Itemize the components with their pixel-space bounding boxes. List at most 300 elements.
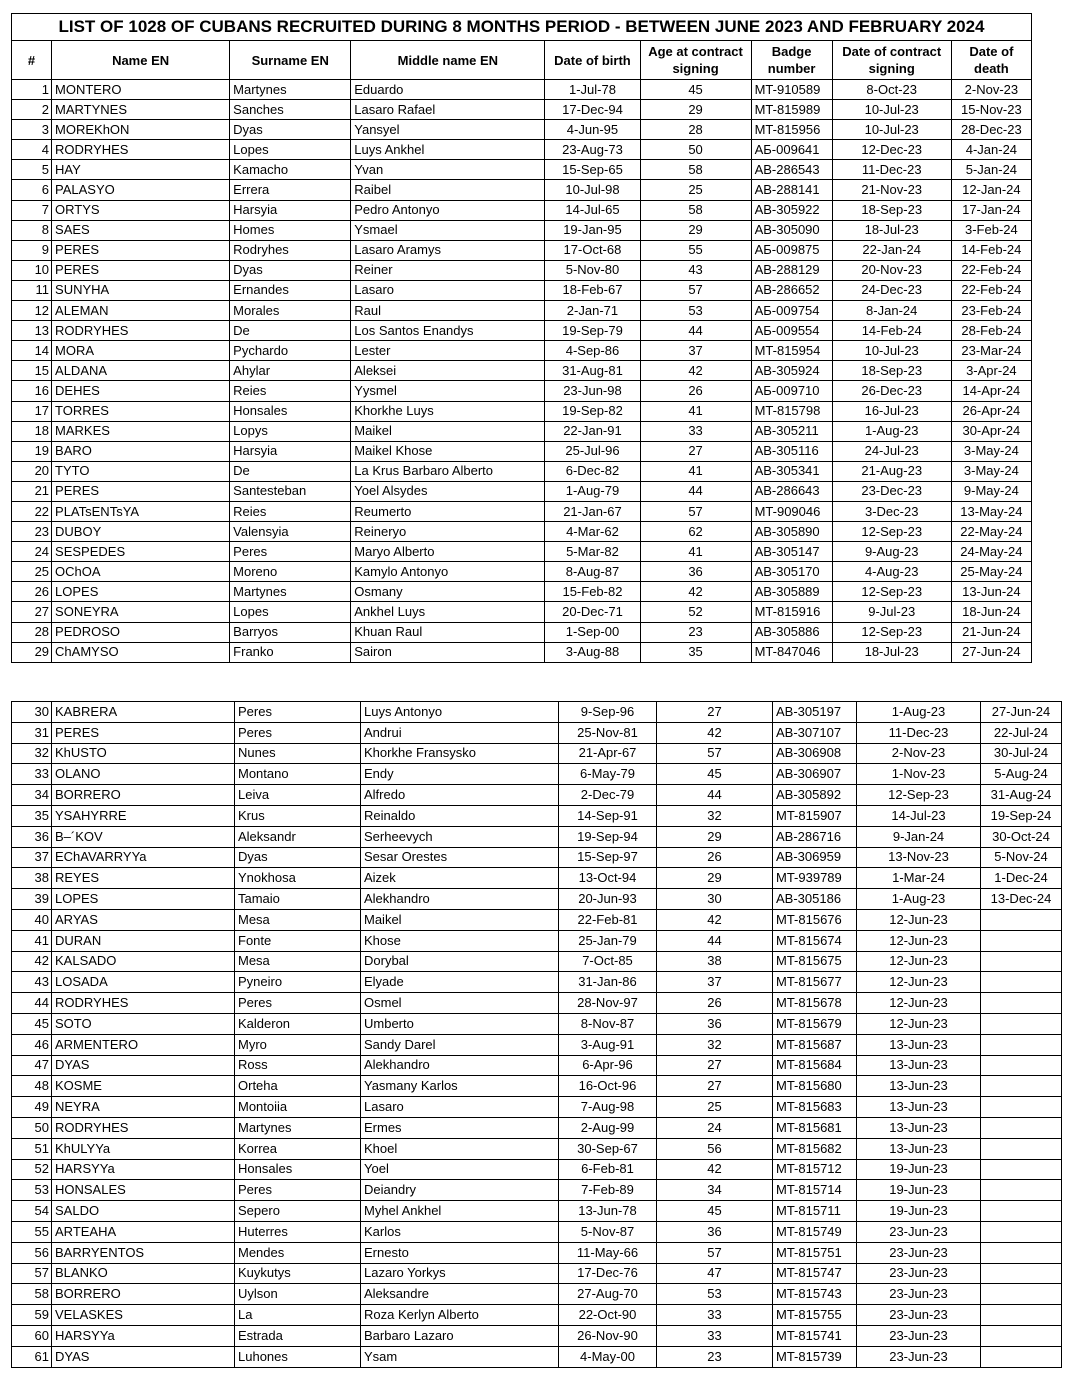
middle-name-en-cell: Reumerto (351, 501, 545, 521)
surname-en-cell: Aleksandr (235, 826, 361, 847)
row-number-cell: 57 (12, 1263, 52, 1284)
middle-name-en-cell: Osmel (361, 993, 559, 1014)
table-row (12, 1201, 1062, 1222)
name-en-cell: SESPEDES (52, 542, 230, 562)
date-of-birth-cell: 6-Dec-82 (545, 461, 640, 481)
name-en-cell: EChAVARRYYa (52, 847, 235, 868)
date-of-death-cell: 21-Jun-24 (951, 622, 1031, 642)
age-at-signing-cell: 25 (640, 180, 751, 200)
middle-name-en-cell: Serheevych (361, 826, 559, 847)
row-number-cell: 58 (12, 1284, 52, 1305)
table-row (12, 180, 1032, 200)
contract-date-cell: 23-Jun-23 (857, 1263, 981, 1284)
row-number-cell: 16 (12, 381, 52, 401)
table-row (12, 1346, 1062, 1367)
age-at-signing-cell: 35 (640, 642, 751, 662)
contract-date-cell: 4-Aug-23 (832, 562, 951, 582)
age-at-signing-cell: 33 (657, 1305, 773, 1326)
name-en-cell: ORTYS (52, 200, 230, 220)
date-of-birth-cell: 17-Oct-68 (545, 240, 640, 260)
name-en-cell: HONSALES (52, 1180, 235, 1201)
row-number-cell: 2 (12, 100, 52, 120)
date-of-birth-cell: 19-Jan-95 (545, 220, 640, 240)
badge-number-cell: AB-286543 (751, 160, 832, 180)
middle-name-en-cell: Raul (351, 301, 545, 321)
name-en-cell: ALDANA (52, 361, 230, 381)
table-row (12, 889, 1062, 910)
name-en-cell: DYAS (52, 1346, 235, 1367)
table-row (12, 481, 1032, 501)
badge-number-cell: MT-815680 (773, 1076, 857, 1097)
badge-number-cell: MT-815683 (773, 1097, 857, 1118)
name-en-cell: HARSYYa (52, 1159, 235, 1180)
date-of-death-cell: 2-Nov-23 (951, 80, 1031, 100)
badge-number-cell: AB-306959 (773, 847, 857, 868)
age-at-signing-cell: 27 (657, 1076, 773, 1097)
table-row (12, 868, 1062, 889)
middle-name-en-cell: Aizek (361, 868, 559, 889)
age-at-signing-cell: 56 (657, 1138, 773, 1159)
badge-number-cell: AB-305211 (751, 421, 832, 441)
date-of-death-cell: 22-Jul-24 (981, 722, 1062, 743)
name-en-cell: ARTEAHA (52, 1221, 235, 1242)
surname-en-cell: Santesteban (230, 481, 351, 501)
middle-name-en-cell: Lazaro Yorkys (361, 1263, 559, 1284)
badge-number-cell: MT-910589 (751, 80, 832, 100)
date-of-birth-cell: 31-Aug-81 (545, 361, 640, 381)
badge-number-cell: AB-305892 (773, 785, 857, 806)
row-number-cell: 30 (12, 702, 52, 723)
age-at-signing-cell: 26 (640, 381, 751, 401)
age-at-signing-cell: 41 (640, 542, 751, 562)
badge-number-cell: АБ-009641 (751, 140, 832, 160)
row-number-cell: 18 (12, 421, 52, 441)
name-en-cell: SUNYHA (52, 280, 230, 300)
contract-date-cell: 3-Dec-23 (832, 501, 951, 521)
middle-name-en-cell: Sandy Darel (361, 1034, 559, 1055)
badge-number-cell: MT-815676 (773, 909, 857, 930)
middle-name-en-cell: Roza Kerlyn Alberto (361, 1305, 559, 1326)
surname-en-cell: Peres (235, 722, 361, 743)
middle-name-en-cell: Reiner (351, 260, 545, 280)
header-row-number: # (12, 41, 52, 80)
age-at-signing-cell: 57 (640, 501, 751, 521)
badge-number-cell: MT-815916 (751, 602, 832, 622)
surname-en-cell: Franko (230, 642, 351, 662)
contract-date-cell: 18-Sep-23 (832, 361, 951, 381)
middle-name-en-cell: Luys Antonyo (361, 702, 559, 723)
middle-name-en-cell: Sairon (351, 642, 545, 662)
surname-en-cell: La (235, 1305, 361, 1326)
contract-date-cell: 18-Jul-23 (832, 220, 951, 240)
name-en-cell: PERES (52, 481, 230, 501)
middle-name-en-cell: Ernesto (361, 1242, 559, 1263)
table-row (12, 341, 1032, 361)
table-row (12, 421, 1032, 441)
date-of-birth-cell: 6-May-79 (559, 764, 657, 785)
badge-number-cell: MT-815712 (773, 1159, 857, 1180)
header-age-at-signing: Age at contract signing (640, 41, 751, 80)
records-table-part-2 (11, 701, 1062, 1368)
surname-en-cell: Peres (235, 1180, 361, 1201)
date-of-birth-cell: 1-Sep-00 (545, 622, 640, 642)
date-of-death-cell: 26-Apr-24 (951, 401, 1031, 421)
date-of-death-cell (981, 1284, 1062, 1305)
badge-number-cell: MT-909046 (751, 501, 832, 521)
date-of-death-cell: 1-Dec-24 (981, 868, 1062, 889)
date-of-birth-cell: 10-Jul-98 (545, 180, 640, 200)
age-at-signing-cell: 58 (640, 200, 751, 220)
badge-number-cell: AB-305890 (751, 522, 832, 542)
age-at-signing-cell: 62 (640, 522, 751, 542)
age-at-signing-cell: 33 (640, 421, 751, 441)
date-of-death-cell: 3-Apr-24 (951, 361, 1031, 381)
name-en-cell: RODRYHES (52, 1117, 235, 1138)
badge-number-cell: MT-815989 (751, 100, 832, 120)
surname-en-cell: Lopes (230, 140, 351, 160)
row-number-cell: 5 (12, 160, 52, 180)
name-en-cell: ARYAS (52, 909, 235, 930)
row-number-cell: 38 (12, 868, 52, 889)
row-number-cell: 24 (12, 542, 52, 562)
age-at-signing-cell: 32 (657, 805, 773, 826)
table-row (12, 847, 1062, 868)
surname-en-cell: Valensyia (230, 522, 351, 542)
date-of-birth-cell: 22-Oct-90 (559, 1305, 657, 1326)
name-en-cell: TYTO (52, 461, 230, 481)
contract-date-cell: 12-Jun-23 (857, 993, 981, 1014)
date-of-birth-cell: 27-Aug-70 (559, 1284, 657, 1305)
contract-date-cell: 11-Dec-23 (857, 722, 981, 743)
table-row (12, 260, 1032, 280)
surname-en-cell: Fonte (235, 930, 361, 951)
badge-number-cell: AB-305090 (751, 220, 832, 240)
age-at-signing-cell: 44 (640, 481, 751, 501)
row-number-cell: 39 (12, 889, 52, 910)
table-row (12, 1263, 1062, 1284)
contract-date-cell: 13-Jun-23 (857, 1138, 981, 1159)
surname-en-cell: Huterres (235, 1221, 361, 1242)
badge-number-cell: AB-305147 (751, 542, 832, 562)
age-at-signing-cell: 26 (657, 993, 773, 1014)
age-at-signing-cell: 27 (657, 702, 773, 723)
contract-date-cell: 18-Sep-23 (832, 200, 951, 220)
table-row (12, 140, 1032, 160)
date-of-birth-cell: 7-Aug-98 (559, 1097, 657, 1118)
age-at-signing-cell: 29 (657, 868, 773, 889)
row-number-cell: 42 (12, 951, 52, 972)
surname-en-cell: Leiva (235, 785, 361, 806)
badge-number-cell: MT-815956 (751, 120, 832, 140)
date-of-death-cell: 30-Apr-24 (951, 421, 1031, 441)
date-of-birth-cell: 26-Nov-90 (559, 1325, 657, 1346)
date-of-birth-cell: 25-Jul-96 (545, 441, 640, 461)
date-of-death-cell: 9-May-24 (951, 481, 1031, 501)
contract-date-cell: 23-Jun-23 (857, 1284, 981, 1305)
date-of-birth-cell: 4-Sep-86 (545, 341, 640, 361)
name-en-cell: PERES (52, 240, 230, 260)
contract-date-cell: 23-Dec-23 (832, 481, 951, 501)
table-row (12, 743, 1062, 764)
row-number-cell: 11 (12, 280, 52, 300)
date-of-birth-cell: 25-Nov-81 (559, 722, 657, 743)
age-at-signing-cell: 26 (657, 847, 773, 868)
header-date-of-birth: Date of birth (545, 41, 640, 80)
table-row (12, 200, 1032, 220)
badge-number-cell: АБ-009754 (751, 301, 832, 321)
name-en-cell: LOPES (52, 582, 230, 602)
row-number-cell: 4 (12, 140, 52, 160)
surname-en-cell: Pychardo (230, 341, 351, 361)
row-number-cell: 46 (12, 1034, 52, 1055)
name-en-cell: RODRYHES (52, 321, 230, 341)
contract-date-cell: 12-Sep-23 (832, 582, 951, 602)
middle-name-en-cell: Lasaro Rafael (351, 100, 545, 120)
name-en-cell: DURAN (52, 930, 235, 951)
date-of-death-cell (981, 1201, 1062, 1222)
age-at-signing-cell: 33 (657, 1325, 773, 1346)
table-row (12, 1180, 1062, 1201)
middle-name-en-cell: Aleksandre (361, 1284, 559, 1305)
contract-date-cell: 12-Sep-23 (832, 622, 951, 642)
surname-en-cell: Peres (230, 542, 351, 562)
date-of-death-cell (981, 1117, 1062, 1138)
date-of-birth-cell: 20-Jun-93 (559, 889, 657, 910)
age-at-signing-cell: 34 (657, 1180, 773, 1201)
contract-date-cell: 9-Jan-24 (857, 826, 981, 847)
row-number-cell: 37 (12, 847, 52, 868)
age-at-signing-cell: 45 (657, 1201, 773, 1222)
table-row (12, 1305, 1062, 1326)
date-of-death-cell (981, 1263, 1062, 1284)
badge-number-cell: MT-847046 (751, 642, 832, 662)
badge-number-cell: MT-815747 (773, 1263, 857, 1284)
middle-name-en-cell: Reineryo (351, 522, 545, 542)
middle-name-en-cell: Raibel (351, 180, 545, 200)
surname-en-cell: Honsales (230, 401, 351, 421)
table-row (12, 361, 1032, 381)
row-number-cell: 17 (12, 401, 52, 421)
date-of-death-cell (981, 1013, 1062, 1034)
name-en-cell: PERES (52, 722, 235, 743)
age-at-signing-cell: 27 (657, 1055, 773, 1076)
surname-en-cell: Tamaio (235, 889, 361, 910)
contract-date-cell: 12-Jun-23 (857, 972, 981, 993)
badge-number-cell: MT-815907 (773, 805, 857, 826)
middle-name-en-cell: Sesar Orestes (361, 847, 559, 868)
surname-en-cell: Uylson (235, 1284, 361, 1305)
date-of-death-cell: 28-Dec-23 (951, 120, 1031, 140)
badge-number-cell: AB-305924 (751, 361, 832, 381)
date-of-birth-cell: 13-Jun-78 (559, 1201, 657, 1222)
middle-name-en-cell: Khorkhe Luys (351, 401, 545, 421)
badge-number-cell: MT-815687 (773, 1034, 857, 1055)
contract-date-cell: 18-Jul-23 (832, 642, 951, 662)
date-of-birth-cell: 21-Jan-67 (545, 501, 640, 521)
contract-date-cell: 16-Jul-23 (832, 401, 951, 421)
name-en-cell: PERES (52, 260, 230, 280)
row-number-cell: 60 (12, 1325, 52, 1346)
surname-en-cell: Martynes (235, 1117, 361, 1138)
badge-number-cell: AB-288129 (751, 260, 832, 280)
badge-number-cell: MT-815755 (773, 1305, 857, 1326)
date-of-death-cell: 17-Jan-24 (951, 200, 1031, 220)
page-title: LIST OF 1028 OF CUBANS RECRUITED DURING 8 MONTHS PERIOD - BETWEEN JUNE 2023 AND FEBRUARY 2024 (12, 14, 1032, 41)
age-at-signing-cell: 55 (640, 240, 751, 260)
date-of-death-cell (981, 972, 1062, 993)
middle-name-en-cell: Osmany (351, 582, 545, 602)
badge-number-cell: AB-305197 (773, 702, 857, 723)
age-at-signing-cell: 43 (640, 260, 751, 280)
row-number-cell: 36 (12, 826, 52, 847)
contract-date-cell: 12-Jun-23 (857, 1013, 981, 1034)
name-en-cell: MORA (52, 341, 230, 361)
surname-en-cell: Peres (235, 993, 361, 1014)
header-middle-name-en: Middle name EN (351, 41, 545, 80)
name-en-cell: SAES (52, 220, 230, 240)
age-at-signing-cell: 42 (657, 909, 773, 930)
date-of-death-cell (981, 1325, 1062, 1346)
table-row (12, 582, 1032, 602)
middle-name-en-cell: Los Santos Enandys (351, 321, 545, 341)
date-of-birth-cell: 16-Oct-96 (559, 1076, 657, 1097)
table-row (12, 401, 1032, 421)
header-name-en: Name EN (52, 41, 230, 80)
age-at-signing-cell: 44 (657, 785, 773, 806)
middle-name-en-cell: Khoel (361, 1138, 559, 1159)
table-row (12, 930, 1062, 951)
date-of-death-cell (981, 1242, 1062, 1263)
row-number-cell: 40 (12, 909, 52, 930)
date-of-death-cell: 22-Feb-24 (951, 260, 1031, 280)
surname-en-cell: Montoiia (235, 1097, 361, 1118)
date-of-death-cell: 4-Jan-24 (951, 140, 1031, 160)
surname-en-cell: Ynokhosa (235, 868, 361, 889)
date-of-death-cell: 18-Jun-24 (951, 602, 1031, 622)
name-en-cell: MARKES (52, 421, 230, 441)
table-row (12, 120, 1032, 140)
table-row (12, 220, 1032, 240)
contract-date-cell: 10-Jul-23 (832, 100, 951, 120)
name-en-cell: RODRYHES (52, 993, 235, 1014)
table-row (12, 1013, 1062, 1034)
table-row (12, 1034, 1062, 1055)
name-en-cell: MONTERO (52, 80, 230, 100)
badge-number-cell: MT-815711 (773, 1201, 857, 1222)
table-row (12, 1138, 1062, 1159)
age-at-signing-cell: 50 (640, 140, 751, 160)
date-of-death-cell: 27-Jun-24 (951, 642, 1031, 662)
row-number-cell: 43 (12, 972, 52, 993)
date-of-death-cell (981, 951, 1062, 972)
table-row (12, 1097, 1062, 1118)
age-at-signing-cell: 47 (657, 1263, 773, 1284)
contract-date-cell: 10-Jul-23 (832, 341, 951, 361)
date-of-birth-cell: 5-Nov-80 (545, 260, 640, 280)
badge-number-cell: MT-815682 (773, 1138, 857, 1159)
table-row (12, 321, 1032, 341)
age-at-signing-cell: 57 (657, 743, 773, 764)
contract-date-cell: 14-Feb-24 (832, 321, 951, 341)
middle-name-en-cell: Kamylo Antonyo (351, 562, 545, 582)
date-of-death-cell: 3-Feb-24 (951, 220, 1031, 240)
surname-en-cell: Harsyia (230, 200, 351, 220)
contract-date-cell: 23-Jun-23 (857, 1242, 981, 1263)
contract-date-cell: 9-Jul-23 (832, 602, 951, 622)
date-of-birth-cell: 14-Jul-65 (545, 200, 640, 220)
row-number-cell: 21 (12, 481, 52, 501)
name-en-cell: BARRYENTOS (52, 1242, 235, 1263)
surname-en-cell: De (230, 321, 351, 341)
age-at-signing-cell: 25 (657, 1097, 773, 1118)
name-en-cell: HAY (52, 160, 230, 180)
contract-date-cell: 8-Jan-24 (832, 301, 951, 321)
date-of-death-cell (981, 909, 1062, 930)
contract-date-cell: 24-Dec-23 (832, 280, 951, 300)
middle-name-en-cell: Umberto (361, 1013, 559, 1034)
date-of-birth-cell: 5-Nov-87 (559, 1221, 657, 1242)
date-of-death-cell: 28-Feb-24 (951, 321, 1031, 341)
age-at-signing-cell: 57 (657, 1242, 773, 1263)
age-at-signing-cell: 44 (657, 930, 773, 951)
contract-date-cell: 2-Nov-23 (857, 743, 981, 764)
surname-en-cell: Homes (230, 220, 351, 240)
contract-date-cell: 22-Jan-24 (832, 240, 951, 260)
contract-date-cell: 23-Jun-23 (857, 1325, 981, 1346)
surname-en-cell: Myro (235, 1034, 361, 1055)
name-en-cell: KALSADO (52, 951, 235, 972)
table-row (12, 501, 1032, 521)
date-of-birth-cell: 23-Aug-73 (545, 140, 640, 160)
age-at-signing-cell: 32 (657, 1034, 773, 1055)
surname-en-cell: Sepero (235, 1201, 361, 1222)
row-number-cell: 25 (12, 562, 52, 582)
contract-date-cell: 13-Jun-23 (857, 1034, 981, 1055)
date-of-death-cell (981, 1305, 1062, 1326)
contract-date-cell: 13-Jun-23 (857, 1076, 981, 1097)
surname-en-cell: Dyas (230, 260, 351, 280)
row-number-cell: 3 (12, 120, 52, 140)
date-of-death-cell: 14-Apr-24 (951, 381, 1031, 401)
table-row (12, 1159, 1062, 1180)
date-of-death-cell: 22-Feb-24 (951, 280, 1031, 300)
table-row (12, 785, 1062, 806)
table-row (12, 1055, 1062, 1076)
date-of-death-cell: 22-May-24 (951, 522, 1031, 542)
middle-name-en-cell: Khose (361, 930, 559, 951)
date-of-death-cell: 19-Sep-24 (981, 805, 1062, 826)
contract-date-cell: 12-Jun-23 (857, 930, 981, 951)
date-of-birth-cell: 2-Aug-99 (559, 1117, 657, 1138)
date-of-birth-cell: 17-Dec-76 (559, 1263, 657, 1284)
date-of-birth-cell: 7-Oct-85 (559, 951, 657, 972)
age-at-signing-cell: 41 (640, 461, 751, 481)
middle-name-en-cell: Yoel Alsydes (351, 481, 545, 501)
badge-number-cell: AB-286643 (751, 481, 832, 501)
badge-number-cell: MT-815675 (773, 951, 857, 972)
badge-number-cell: MT-815749 (773, 1221, 857, 1242)
surname-en-cell: Kamacho (230, 160, 351, 180)
badge-number-cell: AB-286652 (751, 280, 832, 300)
row-number-cell: 15 (12, 361, 52, 381)
date-of-birth-cell: 6-Feb-81 (559, 1159, 657, 1180)
name-en-cell: DYAS (52, 1055, 235, 1076)
table-row (12, 301, 1032, 321)
middle-name-en-cell: Eduardo (351, 80, 545, 100)
date-of-death-cell: 13-May-24 (951, 501, 1031, 521)
date-of-birth-cell: 31-Jan-86 (559, 972, 657, 993)
badge-number-cell: AB-307107 (773, 722, 857, 743)
